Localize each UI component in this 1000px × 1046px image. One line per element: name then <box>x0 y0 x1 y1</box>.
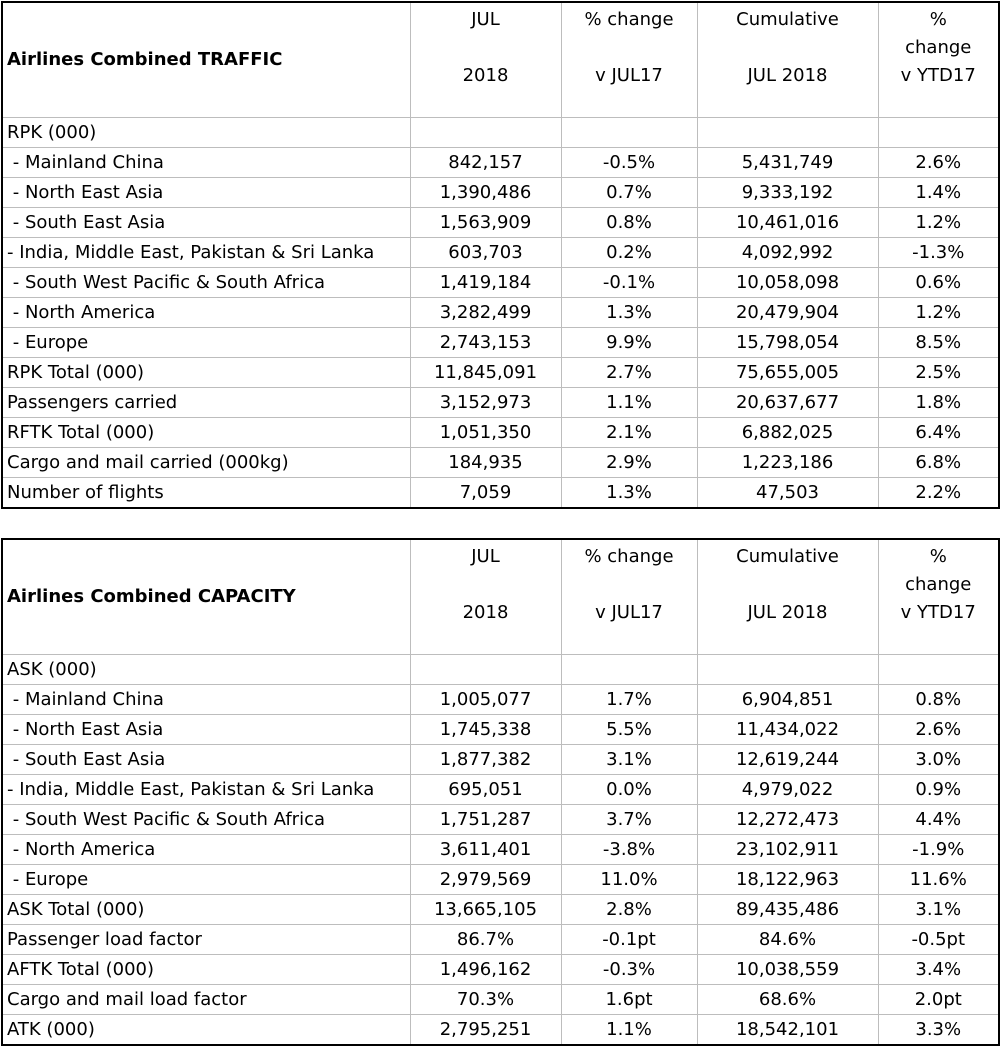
header-jul: JUL 2018 <box>410 2 561 118</box>
cell-change-vs-ytd17: -1.9% <box>878 835 999 865</box>
cell-cumulative: 10,038,559 <box>697 955 878 985</box>
cell-change-vs-jul17 <box>561 655 697 685</box>
cell-jul-2018: 3,282,499 <box>410 298 561 328</box>
cell-change-vs-ytd17: 3.4% <box>878 955 999 985</box>
row-label: - South East Asia <box>2 208 410 238</box>
cell-change-vs-jul17: -0.3% <box>561 955 697 985</box>
cell-jul-2018: 1,877,382 <box>410 745 561 775</box>
cell-change-vs-ytd17: 11.6% <box>878 865 999 895</box>
row-label: ATK (000) <box>2 1015 410 1046</box>
row-label: - Mainland China <box>2 148 410 178</box>
cell-jul-2018: 1,745,338 <box>410 715 561 745</box>
cell-change-vs-jul17: 2.9% <box>561 448 697 478</box>
cell-change-vs-jul17: 1.7% <box>561 685 697 715</box>
cell-change-vs-jul17: 0.7% <box>561 178 697 208</box>
row-label: - North East Asia <box>2 178 410 208</box>
cell-change-vs-ytd17: 6.8% <box>878 448 999 478</box>
cell-change-vs-ytd17 <box>878 655 999 685</box>
row-label: - North America <box>2 835 410 865</box>
capacity-header-row <box>2 539 999 655</box>
cell-cumulative <box>697 655 878 685</box>
cell-change-vs-jul17: 1.1% <box>561 1015 697 1046</box>
cell-change-vs-ytd17: 1.8% <box>878 388 999 418</box>
cell-change-vs-jul17: 3.1% <box>561 745 697 775</box>
cell-jul-2018: 2,979,569 <box>410 865 561 895</box>
row-label: - Mainland China <box>2 685 410 715</box>
header-change-jul17: % change v JUL17 <box>561 539 697 655</box>
cell-change-vs-ytd17: 4.4% <box>878 805 999 835</box>
cell-change-vs-ytd17: 1.2% <box>878 298 999 328</box>
cell-cumulative: 11,434,022 <box>697 715 878 745</box>
cell-jul-2018 <box>410 118 561 148</box>
cell-cumulative: 6,904,851 <box>697 685 878 715</box>
table-row <box>2 268 999 298</box>
cell-jul-2018: 11,845,091 <box>410 358 561 388</box>
row-label: - North East Asia <box>2 715 410 745</box>
cell-jul-2018: 1,005,077 <box>410 685 561 715</box>
cell-change-vs-jul17: -0.5% <box>561 148 697 178</box>
traffic-table <box>1 1 1000 509</box>
cell-jul-2018: 184,935 <box>410 448 561 478</box>
row-label: - North America <box>2 298 410 328</box>
table-row <box>2 448 999 478</box>
cell-cumulative: 47,503 <box>697 478 878 509</box>
row-label: - South East Asia <box>2 745 410 775</box>
cell-cumulative: 84.6% <box>697 925 878 955</box>
header-change-ytd17: % change v YTD17 <box>878 539 999 655</box>
cell-cumulative: 12,272,473 <box>697 805 878 835</box>
cell-cumulative: 1,223,186 <box>697 448 878 478</box>
header-change-jul17: % change v JUL17 <box>561 2 697 118</box>
cell-change-vs-ytd17: 3.1% <box>878 895 999 925</box>
cell-change-vs-jul17: 1.1% <box>561 388 697 418</box>
cell-change-vs-ytd17: 6.4% <box>878 418 999 448</box>
capacity-title: Airlines Combined CAPACITY <box>2 539 410 655</box>
table-row <box>2 925 999 955</box>
cell-change-vs-jul17: 2.8% <box>561 895 697 925</box>
cell-change-vs-jul17: 1.3% <box>561 478 697 509</box>
table-row <box>2 418 999 448</box>
cell-change-vs-ytd17: 0.9% <box>878 775 999 805</box>
cell-cumulative: 23,102,911 <box>697 835 878 865</box>
cell-change-vs-jul17: 2.7% <box>561 358 697 388</box>
row-label: Passengers carried <box>2 388 410 418</box>
row-label: RFTK Total (000) <box>2 418 410 448</box>
table-row <box>2 985 999 1015</box>
cell-change-vs-jul17: 11.0% <box>561 865 697 895</box>
cell-cumulative: 5,431,749 <box>697 148 878 178</box>
cell-change-vs-jul17: 2.1% <box>561 418 697 448</box>
header-cumulative: Cumulative JUL 2018 <box>697 539 878 655</box>
row-label: - India, Middle East, Pakistan & Sri Lanka <box>2 775 410 805</box>
table-row <box>2 715 999 745</box>
table-row <box>2 655 999 685</box>
cell-jul-2018: 1,051,350 <box>410 418 561 448</box>
cell-change-vs-ytd17: 2.6% <box>878 148 999 178</box>
table-row <box>2 208 999 238</box>
header-cumulative: Cumulative JUL 2018 <box>697 2 878 118</box>
row-label: Cargo and mail carried (000kg) <box>2 448 410 478</box>
table-row <box>2 805 999 835</box>
row-label: - South West Pacific & South Africa <box>2 268 410 298</box>
cell-change-vs-ytd17: 1.2% <box>878 208 999 238</box>
cell-jul-2018 <box>410 655 561 685</box>
cell-jul-2018: 3,611,401 <box>410 835 561 865</box>
row-label: - India, Middle East, Pakistan & Sri Lanka <box>2 238 410 268</box>
row-label: Number of flights <box>2 478 410 509</box>
table-row <box>2 775 999 805</box>
cell-change-vs-jul17: 1.3% <box>561 298 697 328</box>
cell-change-vs-ytd17: 3.0% <box>878 745 999 775</box>
header-jul: JUL 2018 <box>410 539 561 655</box>
cell-cumulative: 10,461,016 <box>697 208 878 238</box>
cell-jul-2018: 1,751,287 <box>410 805 561 835</box>
cell-change-vs-ytd17: 0.8% <box>878 685 999 715</box>
cell-jul-2018: 2,743,153 <box>410 328 561 358</box>
row-label: Passenger load factor <box>2 925 410 955</box>
cell-cumulative: 4,092,992 <box>697 238 878 268</box>
row-label: - South West Pacific & South Africa <box>2 805 410 835</box>
table-row <box>2 685 999 715</box>
table-row <box>2 238 999 268</box>
cell-change-vs-jul17: -0.1pt <box>561 925 697 955</box>
cell-cumulative: 18,542,101 <box>697 1015 878 1046</box>
cell-change-vs-jul17: 5.5% <box>561 715 697 745</box>
cell-jul-2018: 695,051 <box>410 775 561 805</box>
cell-change-vs-jul17 <box>561 118 697 148</box>
cell-jul-2018: 1,563,909 <box>410 208 561 238</box>
cell-jul-2018: 1,390,486 <box>410 178 561 208</box>
table-row <box>2 148 999 178</box>
cell-cumulative: 89,435,486 <box>697 895 878 925</box>
cell-change-vs-ytd17: -0.5pt <box>878 925 999 955</box>
table-row <box>2 118 999 148</box>
cell-jul-2018: 7,059 <box>410 478 561 509</box>
cell-change-vs-ytd17: 1.4% <box>878 178 999 208</box>
cell-change-vs-jul17: 0.0% <box>561 775 697 805</box>
cell-jul-2018: 1,419,184 <box>410 268 561 298</box>
cell-jul-2018: 842,157 <box>410 148 561 178</box>
cell-cumulative: 68.6% <box>697 985 878 1015</box>
cell-change-vs-jul17: -3.8% <box>561 835 697 865</box>
cell-change-vs-ytd17: 0.6% <box>878 268 999 298</box>
table-row <box>2 358 999 388</box>
table-row <box>2 835 999 865</box>
cell-change-vs-jul17: -0.1% <box>561 268 697 298</box>
header-change-ytd17: % change v YTD17 <box>878 2 999 118</box>
cell-jul-2018: 2,795,251 <box>410 1015 561 1046</box>
cell-jul-2018: 1,496,162 <box>410 955 561 985</box>
table-row <box>2 328 999 358</box>
cell-change-vs-jul17: 1.6pt <box>561 985 697 1015</box>
cell-change-vs-jul17: 9.9% <box>561 328 697 358</box>
cell-change-vs-ytd17: 2.0pt <box>878 985 999 1015</box>
cell-jul-2018: 603,703 <box>410 238 561 268</box>
table-row <box>2 955 999 985</box>
cell-change-vs-jul17: 0.2% <box>561 238 697 268</box>
table-row <box>2 745 999 775</box>
cell-change-vs-ytd17: 3.3% <box>878 1015 999 1046</box>
cell-jul-2018: 86.7% <box>410 925 561 955</box>
cell-cumulative: 20,479,904 <box>697 298 878 328</box>
table-row <box>2 298 999 328</box>
cell-change-vs-jul17: 3.7% <box>561 805 697 835</box>
capacity-table <box>1 538 1000 1046</box>
cell-cumulative: 18,122,963 <box>697 865 878 895</box>
cell-change-vs-jul17: 0.8% <box>561 208 697 238</box>
cell-jul-2018: 70.3% <box>410 985 561 1015</box>
cell-change-vs-ytd17: 2.5% <box>878 358 999 388</box>
row-label: Cargo and mail load factor <box>2 985 410 1015</box>
table-row <box>2 178 999 208</box>
row-label: AFTK Total (000) <box>2 955 410 985</box>
row-label: ASK Total (000) <box>2 895 410 925</box>
table-row <box>2 1015 999 1046</box>
cell-cumulative: 75,655,005 <box>697 358 878 388</box>
cell-change-vs-ytd17: 2.6% <box>878 715 999 745</box>
row-label: - Europe <box>2 328 410 358</box>
table-row <box>2 388 999 418</box>
cell-change-vs-ytd17: 8.5% <box>878 328 999 358</box>
table-row <box>2 865 999 895</box>
table-row <box>2 895 999 925</box>
cell-cumulative: 15,798,054 <box>697 328 878 358</box>
cell-jul-2018: 13,665,105 <box>410 895 561 925</box>
row-label: RPK Total (000) <box>2 358 410 388</box>
cell-change-vs-ytd17: 2.2% <box>878 478 999 509</box>
cell-cumulative: 20,637,677 <box>697 388 878 418</box>
cell-cumulative: 4,979,022 <box>697 775 878 805</box>
cell-cumulative <box>697 118 878 148</box>
cell-cumulative: 6,882,025 <box>697 418 878 448</box>
row-label: - Europe <box>2 865 410 895</box>
table-row <box>2 478 999 509</box>
cell-jul-2018: 3,152,973 <box>410 388 561 418</box>
cell-cumulative: 9,333,192 <box>697 178 878 208</box>
cell-cumulative: 12,619,244 <box>697 745 878 775</box>
traffic-title: Airlines Combined TRAFFIC <box>2 2 410 118</box>
cell-change-vs-ytd17 <box>878 118 999 148</box>
traffic-header-row <box>2 2 999 118</box>
row-label: RPK (000) <box>2 118 410 148</box>
cell-cumulative: 10,058,098 <box>697 268 878 298</box>
row-label: ASK (000) <box>2 655 410 685</box>
cell-change-vs-ytd17: -1.3% <box>878 238 999 268</box>
